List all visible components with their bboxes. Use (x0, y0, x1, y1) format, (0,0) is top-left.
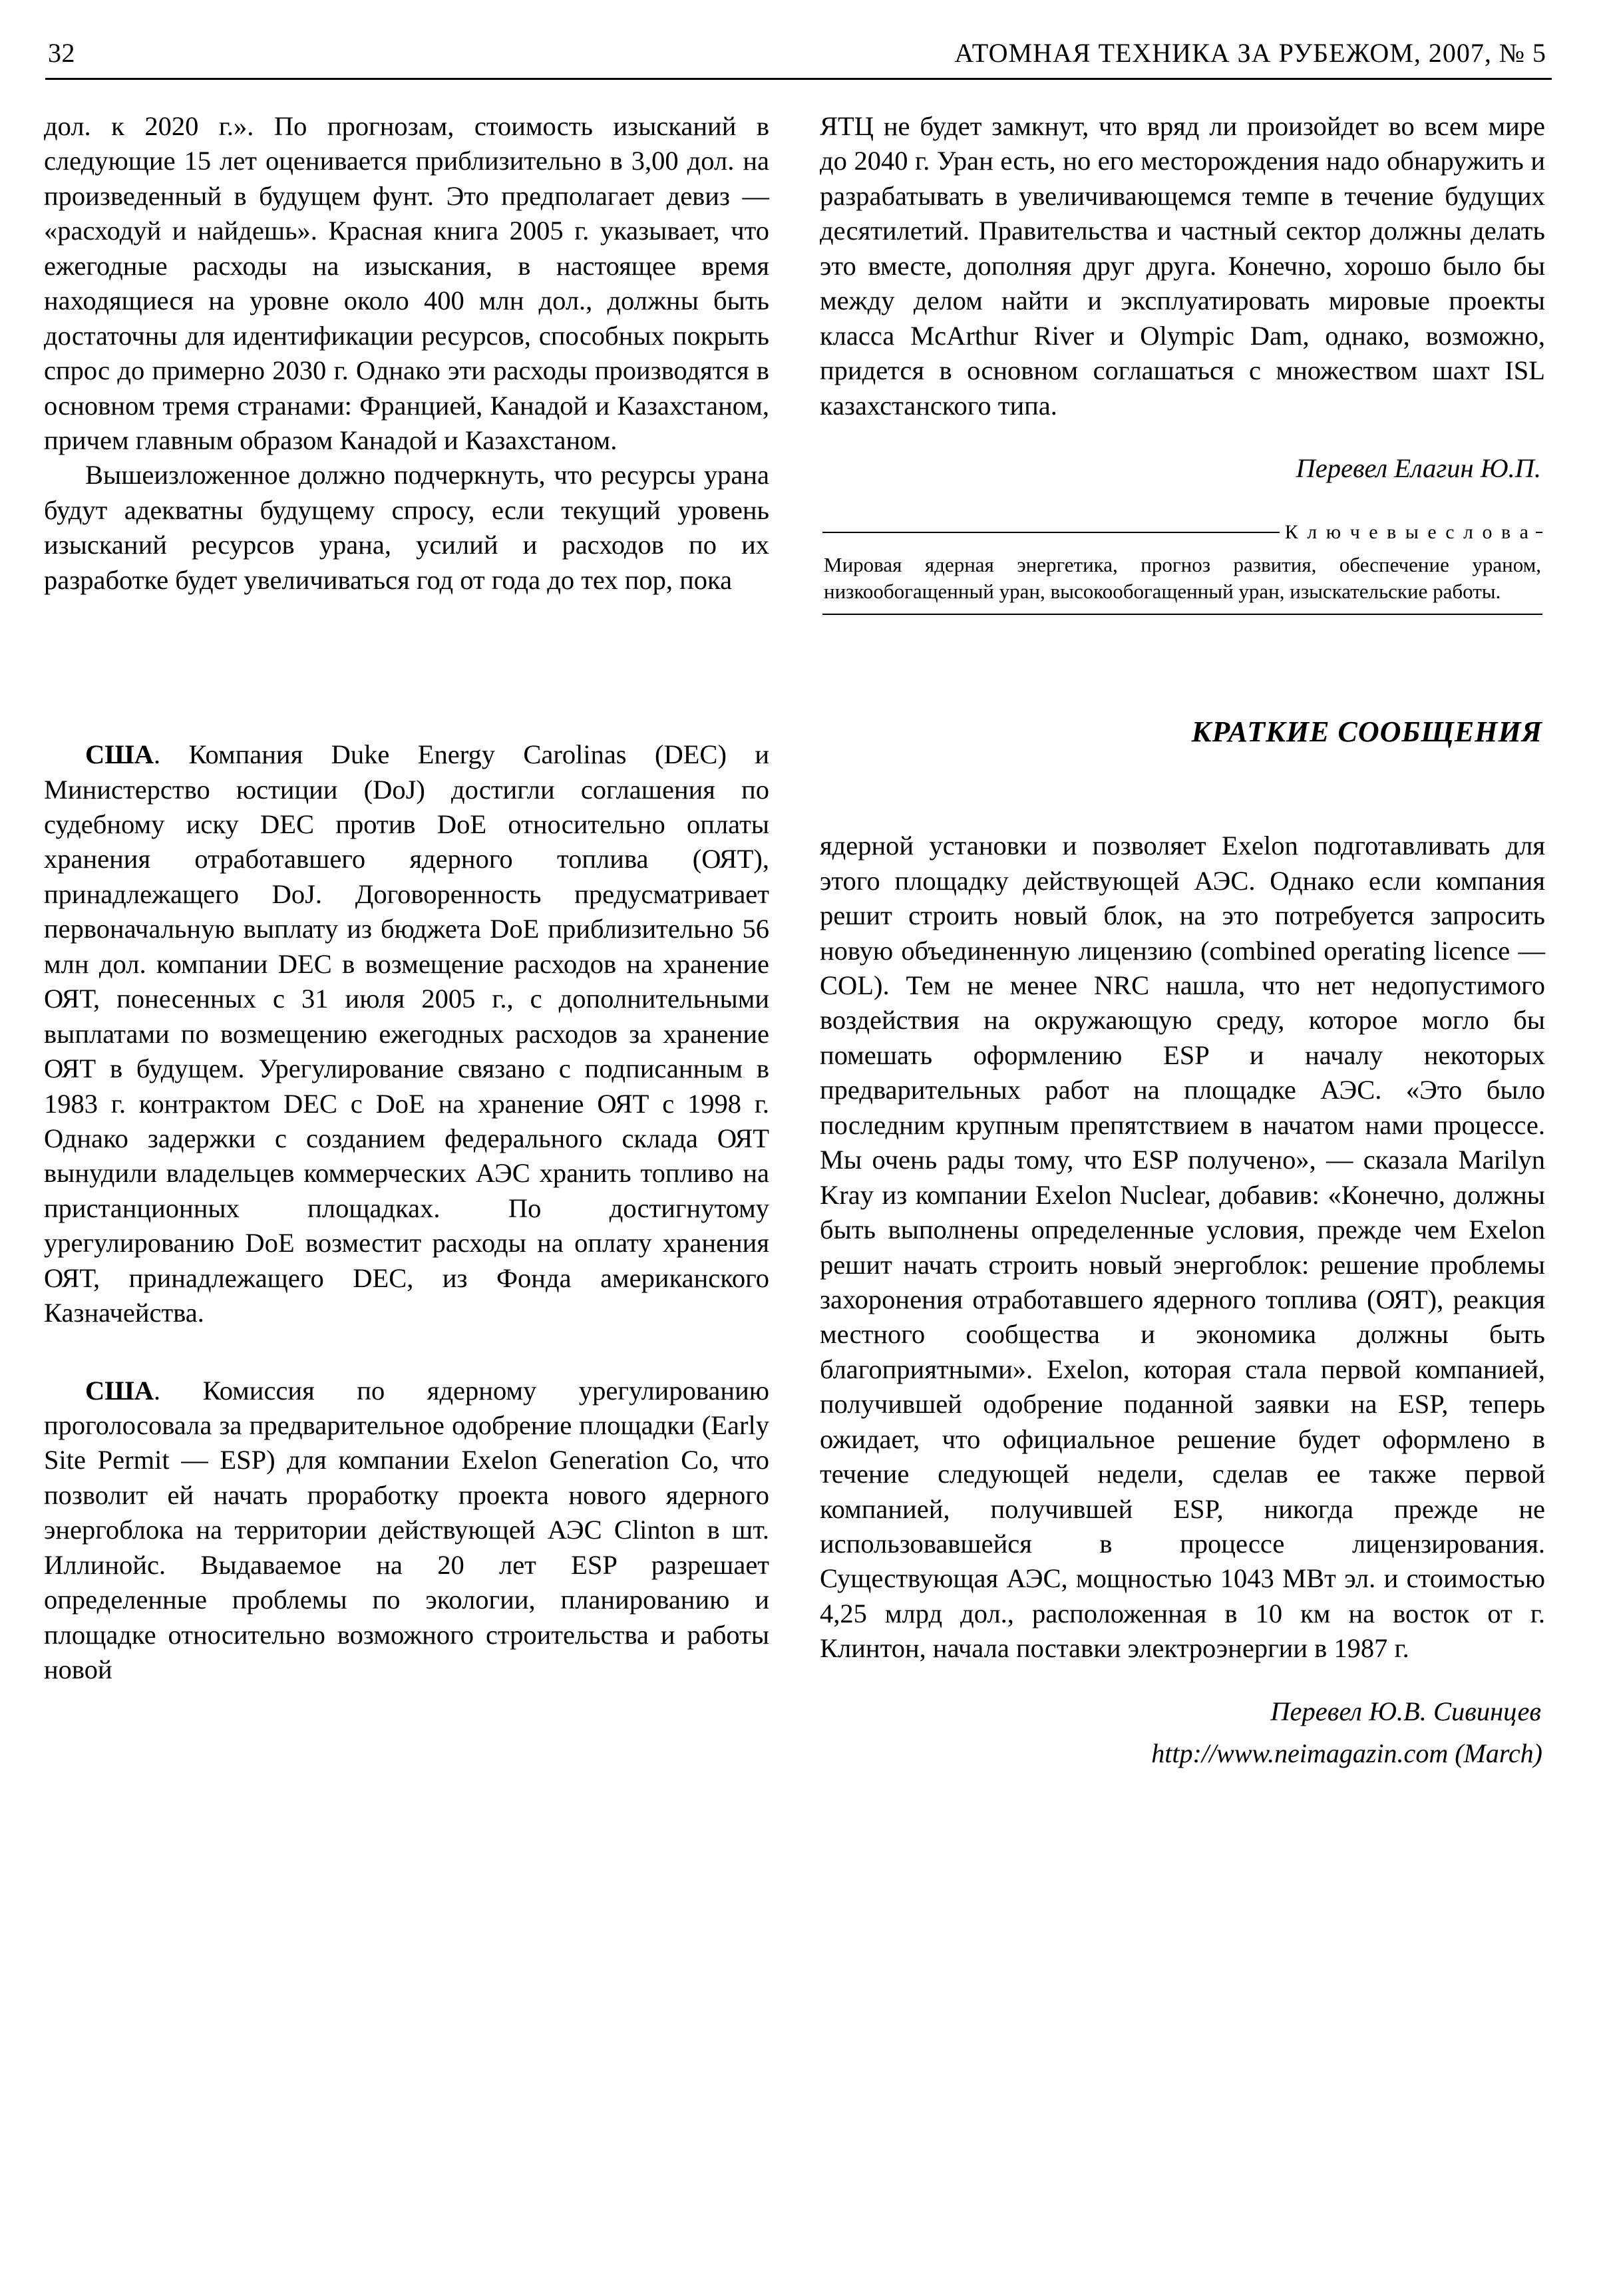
brief-item (44, 1374, 769, 1688)
keywords-block (820, 521, 1545, 615)
page-number: 32 (48, 38, 75, 68)
header-rule (45, 78, 1552, 80)
brief-body: Комиссия по ядерному урегулированию проголосовала за предварительное одобрение площадки (Early Site Permit — ESP) для компании Exelon Generation Co, что позволит ей начать проработку проекта нового ядерного энергоблока на территории действующей АЭС Clinton в шт. Иллинойс. Выдаваемое на 20 лет ESP разрешает определенные проблемы по экологии, планированию и площадке относительно возможного строительства и работы новой (44, 1375, 769, 1685)
right-column (820, 109, 1545, 1769)
keywords-bottom-rule (822, 614, 1542, 615)
keywords-rule-left (822, 532, 1280, 533)
brief-item (44, 737, 769, 1330)
keywords-heading-label: К л ю ч е в ы е с л о в а (1284, 520, 1530, 543)
brief-lead: США (85, 739, 154, 770)
brief-body: Компания Duke Energy Carolinas (DEC) и Министерство юстиции (DoJ) достигли соглашения по судебному иску DEC против DoE относительно оплаты хранения отработавшего ядерного топлива (ОЯТ), принадлежащего DoJ. Договоренность предусматривает первоначальную выплату из бюджета DoE приблизительно 56 млн дол. компании DEC в возмещение расходов на хранение ОЯТ, понесенных с 31 июля 2005 г., с дополнительными выплатами по возмещению ежегодных расходов за хранение ОЯТ в будущем. Урегулирование связано с подписанным в 1983 г. контрактом DEC с DoE на хранение ОЯТ с 1998 г. Однако задержки с созданием федерального склада ОЯТ вынудили владельцев коммерческих АЭС хранить топливо на пристанционных площадках. По достигнутому урегулированию DoE возместит расходы на оплату хранения ОЯТ, принадлежащего DEC, из Фонда американского Казначейства. (44, 739, 769, 1328)
two-column-body (44, 109, 1553, 1769)
brief-lead: США (85, 1375, 154, 1406)
paragraph-gap (44, 1331, 769, 1374)
paragraph: ЯТЦ не будет замкнут, что вряд ли произойдет во всем мире до 2040 г. Уран есть, но его месторождения надо обнаружить и разрабатывать в увеличивающемся темпе в течение будущих десятилетий. Правительства и частный сектор должны делать это вместе, дополняя друг друга. Конечно, хорошо было бы между делом найти и эксплуатировать мировые проекты класса McArthur River и Olympic Dam, однако, возможно, придется в основном соглашаться с множеством шахт ISL казахстанского типа. (820, 111, 1545, 421)
paragraph: Вышеизложенное должно подчеркнуть, что ресурсы урана будут адекватны будущему спросу, если текущий уровень изысканий ресурсов урана, усилий и расходов по их разработке будет увеличиваться год от года до тех пор, пока (44, 460, 769, 595)
translator-credit: Перевел Ю.В. Сивинцев (1270, 1696, 1541, 1726)
section-gap (820, 749, 1545, 829)
brief-lead-punct: . (153, 1375, 161, 1406)
brief-lead-punct: . (153, 739, 161, 770)
column-spacer (44, 598, 769, 737)
keywords-heading (822, 521, 1542, 544)
source-url: http://www.neimagazin.com (March) (1151, 1738, 1542, 1768)
keywords-text: Мировая ядерная энергетика, прогноз развития, обеспечение ураном, низкообогащенный уран, высокообогащенный уран, изыскательские работы. (824, 552, 1541, 603)
running-head (44, 37, 1553, 69)
left-column (44, 109, 769, 1769)
keywords-rule-right (1536, 532, 1542, 533)
section-heading: КРАТКИЕ СООБЩЕНИЯ (1191, 715, 1542, 749)
brief-continuation: ядерной установки и позволяет Exelon подготавливать для этого площадку действующей АЭС. Однако если компания решит строить новый блок, на это потребуется запросить новую объединенную лицензию (combined operating licence — COL). Тем не менее NRC нашла, что нет недопустимого воздействия на окружающую среду, которое могло бы помешать оформлению ESP и началу некоторых предварительных работ на площадке АЭС. «Это было последним крупным препятствием в начатом нами процессе. Мы очень рады тому, что ESP получено», — сказала Marilyn Kray из компании Exelon Nuclear, добавив: «Конечно, должны быть выполнены определенные условия, прежде чем Exelon решит начать строить новый энергоблок: решение проблемы захоронения отработавшего ядерного топлива (ОЯТ), реакция местного сообщества и экономика должны быть благоприятными». Exelon, которая стала первой компанией, получившей одобрение поданной заявки на ESP, теперь ожидает, что официальное решение будет оформлено в течение следующей недели, сделав ее также первой компанией, получившей ESP, никогда прежде не использовавшейся в процессе лицензирования. Существующая АЭС, мощностью 1043 МВт эл. и стоимостью 4,25 млрд дол., расположенная в 10 км на восток от г. Клинтон, начала поставки электроэнергии в 1987 г. (820, 831, 1545, 1664)
journal-title: АТОМНАЯ ТЕХНИКА ЗА РУБЕЖОМ, 2007, № 5 (954, 38, 1546, 68)
translator-credit: Перевел Елагин Ю.П. (1296, 453, 1541, 483)
paragraph: дол. к 2020 г.». По прогнозам, стоимость изысканий в следующие 15 лет оценивается приблизительно в 3,00 дол. на произведенный в будущем фунт. Это предполагает девиз — «расходуй и найдешь». Красная книга 2005 г. указывает, что ежегодные расходы на изыскания, в настоящее время находящиеся на уровне около 400 млн дол., должны быть достаточны для идентификации ресурсов, способных покрыть спрос до примерно 2030 г. Однако эти расходы производятся в основном тремя странами: Францией, Канадой и Казахстаном, причем главным образом Канадой и Казахстаном. (44, 111, 769, 455)
